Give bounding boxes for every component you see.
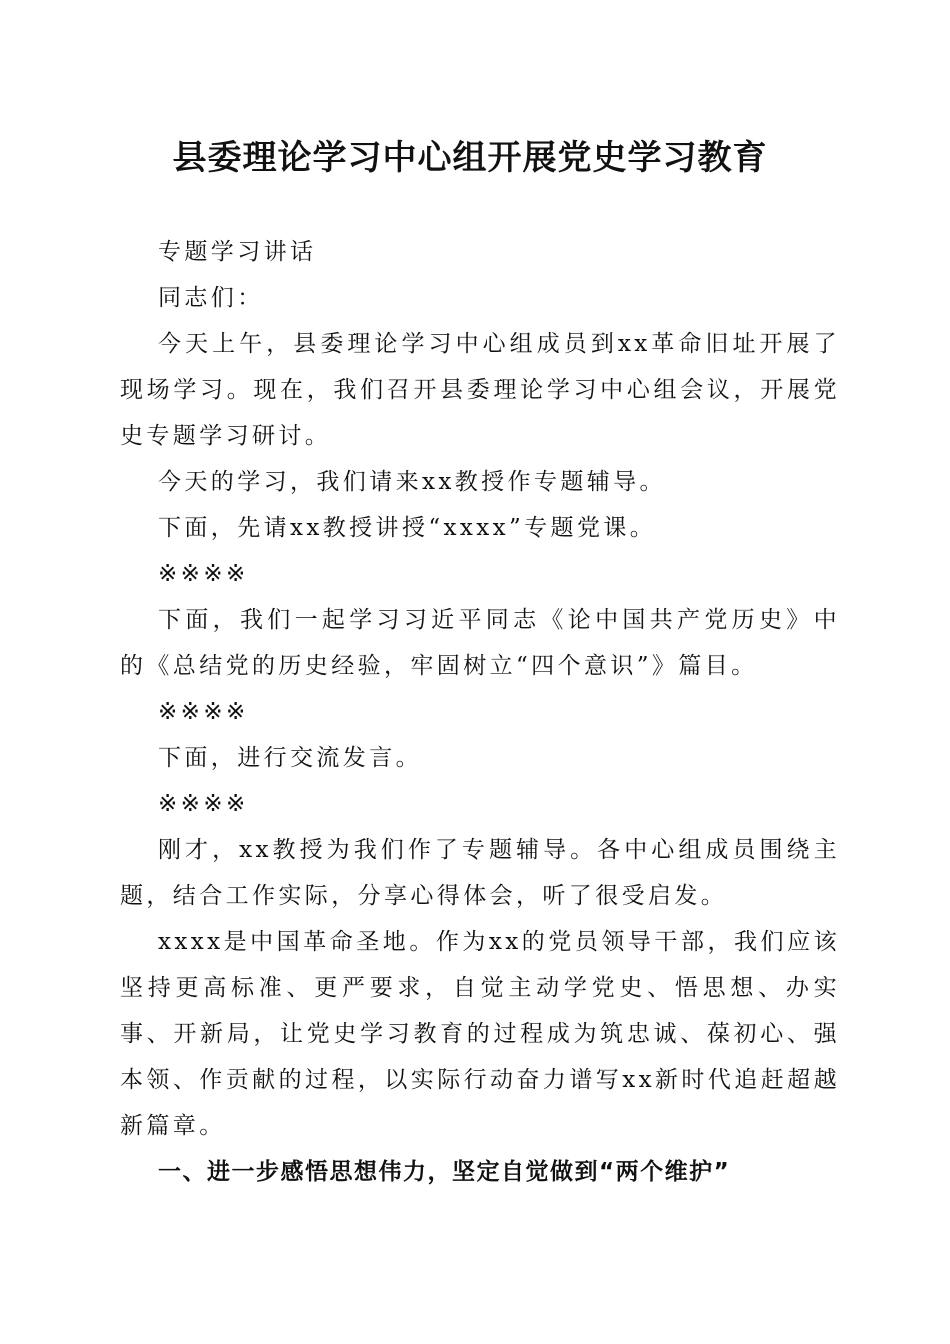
document-body xyxy=(120,229,840,1195)
salutation: 同志们： xyxy=(158,285,264,311)
paragraph: 下面，先请xx教授讲授“xxxx”专题党课。 xyxy=(158,515,657,541)
paragraph: 下面，我们一起学习习近平同志《论中国共产党历史》中的《总结党的历史经验，牢固树立“四个意识”》篇目。 xyxy=(120,607,840,679)
section-separator: ※※※※ xyxy=(158,699,249,725)
paragraph: 下面，进行交流发言。 xyxy=(158,745,422,771)
document-title: 县委理论学习中心组开展党史学习教育 xyxy=(172,138,768,178)
paragraph: 今天的学习，我们请来xx教授作专题辅导。 xyxy=(158,469,666,495)
paragraph: 刚才，xx教授为我们作了专题辅导。各中心组成员围绕主题，结合工作实际，分享心得体会，听了很受启发。 xyxy=(120,837,840,909)
section-separator: ※※※※ xyxy=(158,561,249,587)
subtitle-line: 专题学习讲话 xyxy=(158,239,317,265)
section-separator: ※※※※ xyxy=(158,791,249,817)
paragraph: 今天上午，县委理论学习中心组成员到xx革命旧址开展了现场学习。现在，我们召开县委理论学习中心组会议，开展党史专题学习研讨。 xyxy=(120,331,840,449)
paragraph: xxxx是中国革命圣地。作为xx的党员领导干部，我们应该坚持更高标准、更严要求，自觉主动学党史、悟思想、办实事、开新局，让党史学习教育的过程成为筑忠诚、葆初心、强本领、作贡献的过程，以实际行动奋力谱写xx新时代追赶超越新篇章。 xyxy=(120,929,840,1139)
section-heading: 一、进一步感悟思想伟力，坚定自觉做到“两个维护” xyxy=(158,1159,731,1185)
